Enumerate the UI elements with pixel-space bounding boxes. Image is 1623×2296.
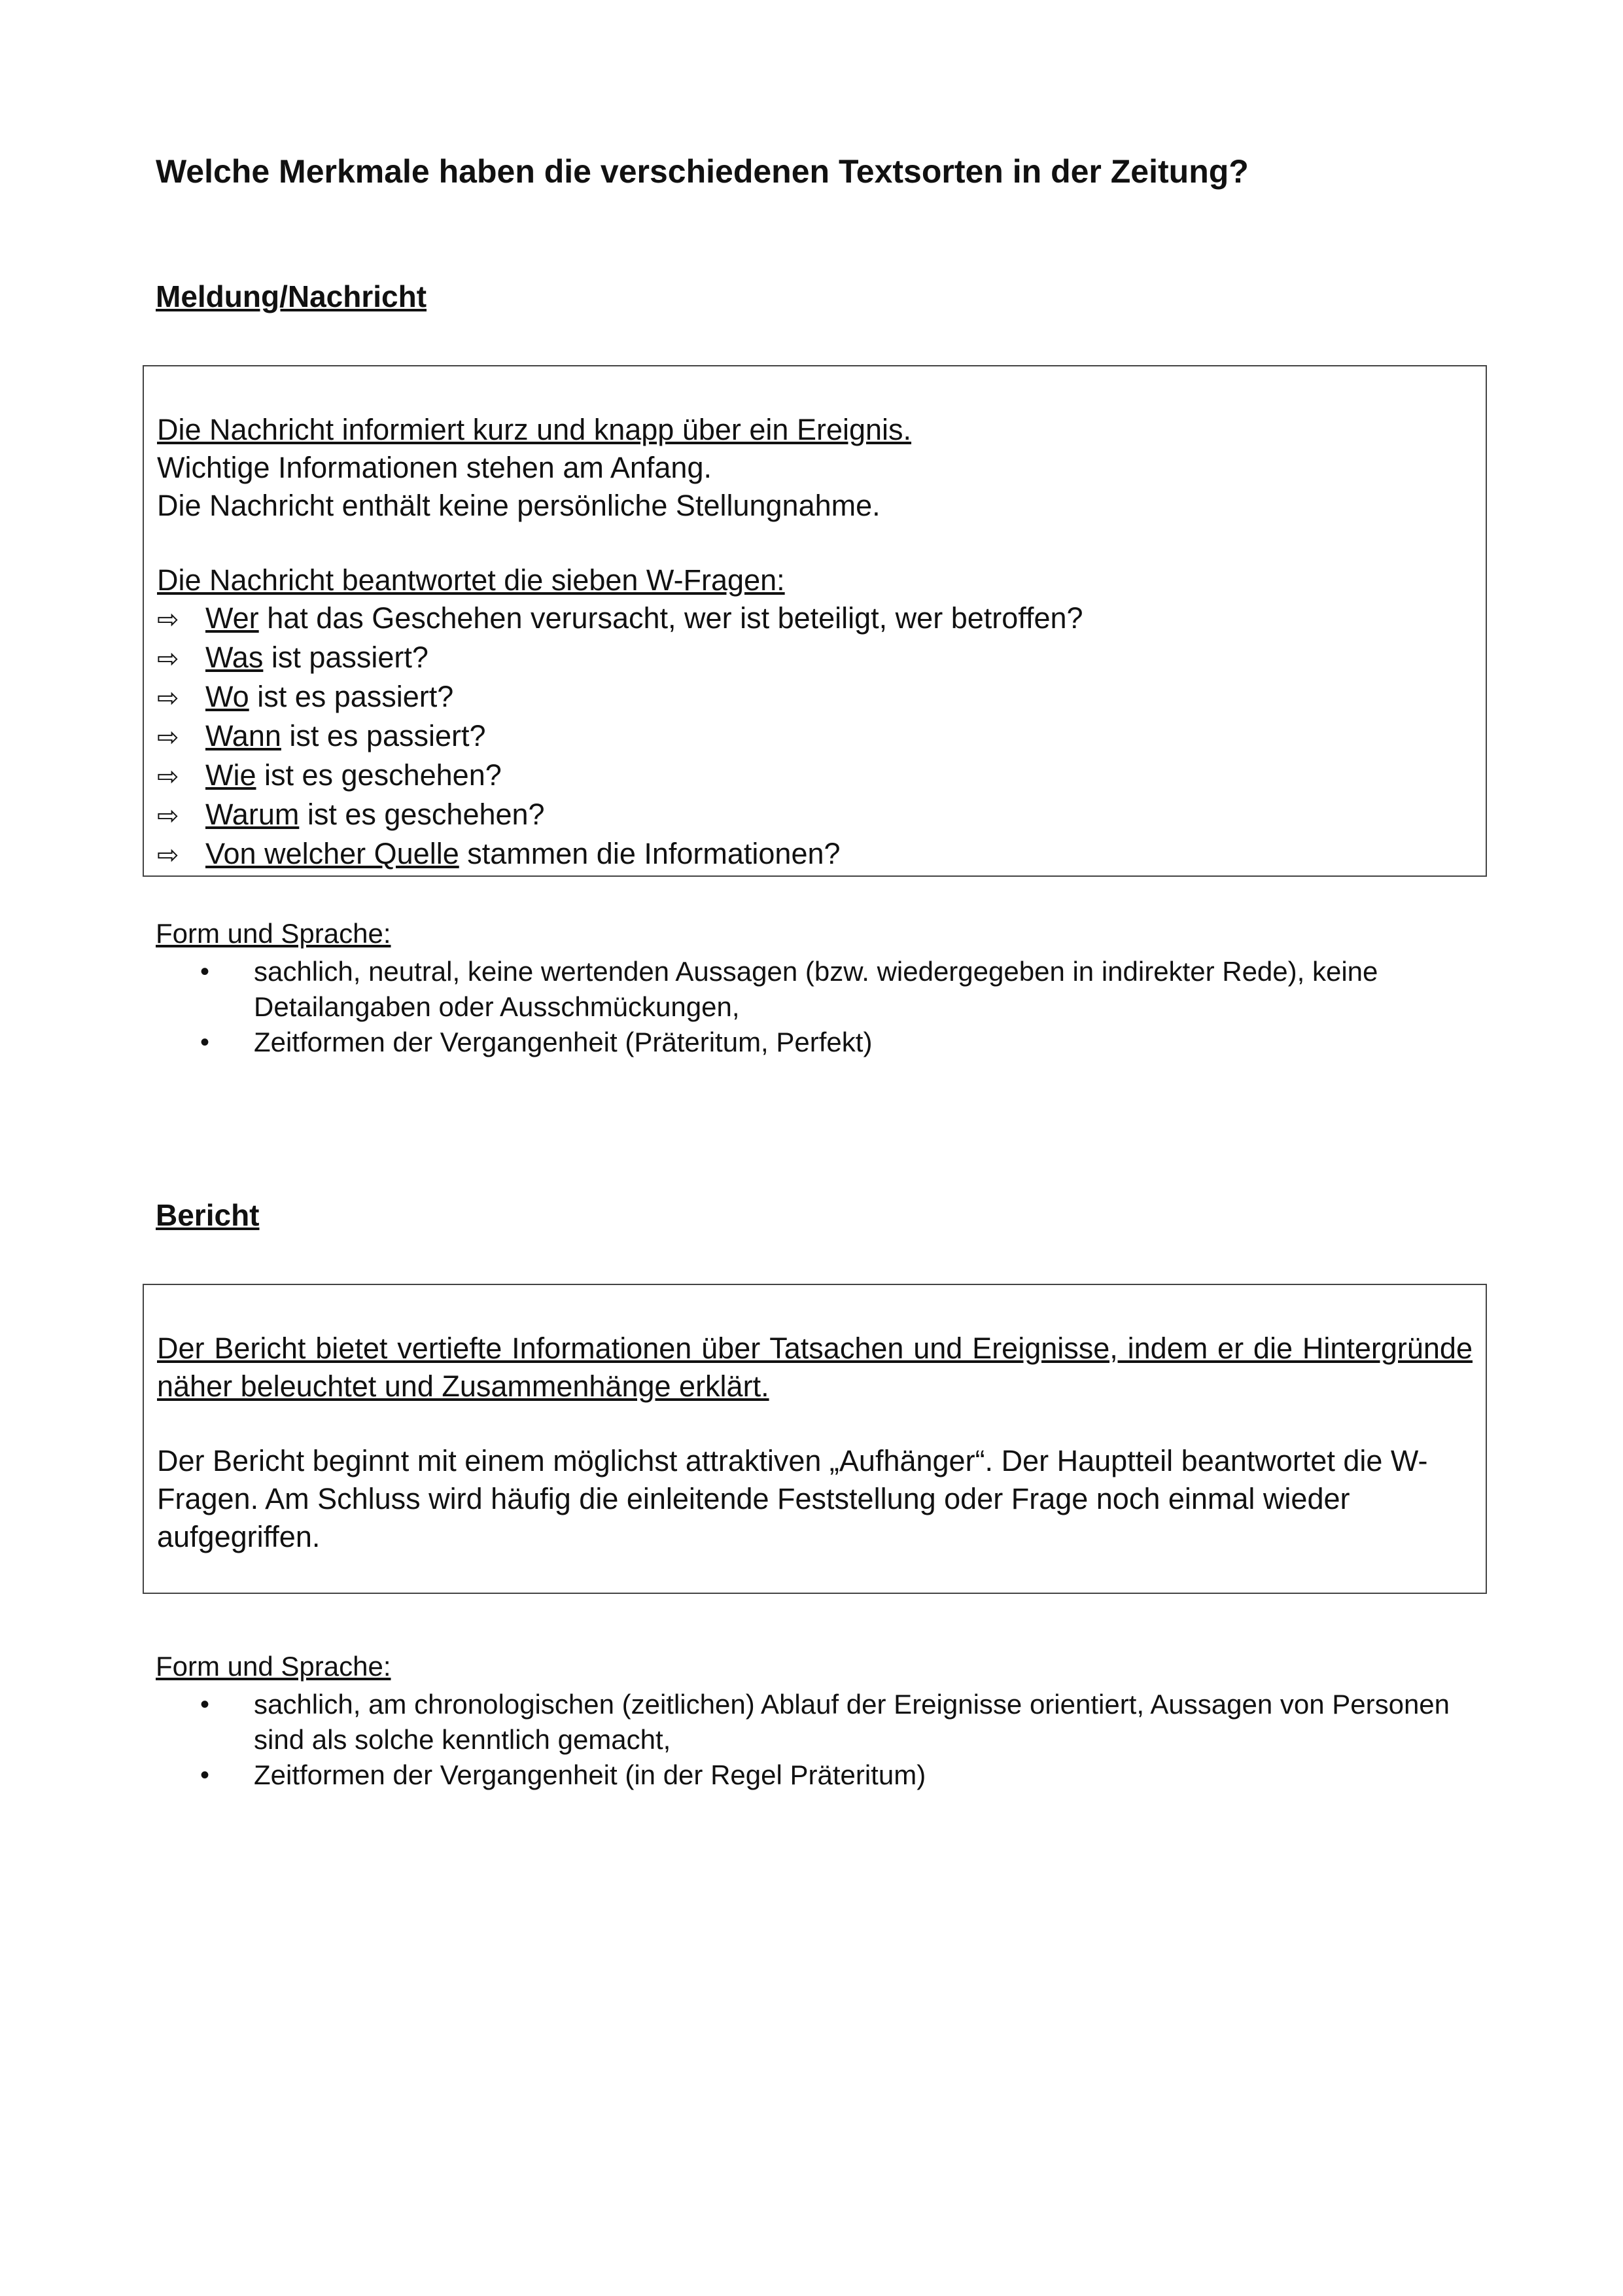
right-arrow-outline-icon: ⇨ [157, 762, 179, 791]
section-heading-meldung: Meldung/Nachricht [156, 279, 427, 313]
wfrage-rest: ist es passiert? [249, 680, 454, 713]
bullet-dot-icon: • [200, 1761, 209, 1790]
bullet-item [156, 954, 1477, 1025]
wfrage-item [157, 639, 1473, 678]
bericht-info-box [143, 1284, 1487, 1594]
wfrage-rest: ist es passiert? [281, 719, 486, 752]
bullet-item [156, 1687, 1477, 1757]
wfrage-rest: ist es geschehen? [299, 798, 545, 831]
wfrage-item [157, 796, 1473, 835]
right-arrow-outline-icon: ⇨ [157, 645, 179, 673]
bullet-dot-icon: • [200, 1028, 209, 1057]
wfrage-item [157, 835, 1473, 874]
wfrage-key: Wie [205, 758, 256, 792]
wfrage-item [157, 599, 1473, 639]
bullet-text: sachlich, neutral, keine wertenden Aussagen (bzw. wiedergegeben in indirekter Rede), keine Detailangaben oder Ausschmückungen, [254, 956, 1378, 1022]
meldung-line-3: Die Nachricht enthält keine persönliche Stellungnahme. [157, 489, 881, 522]
bericht-form-label: Form und Sprache: [156, 1651, 391, 1682]
right-arrow-outline-icon: ⇨ [157, 841, 179, 870]
wfrage-rest: ist passiert? [263, 641, 428, 674]
wfrage-rest: hat das Geschehen verursacht, wer ist beteiligt, wer betroffen? [258, 601, 1083, 635]
right-arrow-outline-icon: ⇨ [157, 802, 179, 830]
bullet-item [156, 1025, 1477, 1060]
bullet-text: Zeitformen der Vergangenheit (Präteritum, Perfekt) [254, 1027, 873, 1057]
wfrage-key: Warum [205, 798, 300, 831]
meldung-lead: Die Nachricht informiert kurz und knapp über ein Ereignis. [157, 413, 912, 446]
bullet-dot-icon: • [200, 957, 209, 986]
right-arrow-outline-icon: ⇨ [157, 605, 179, 634]
meldung-form-label: Form und Sprache: [156, 918, 391, 949]
bericht-paragraph: Der Bericht beginnt mit einem möglichst attraktiven „Aufhänger“. Der Hauptteil beantwortet die W-Fragen. Am Schluss wird häufig die einleitende Feststellung oder Frage noch einmal wieder aufgegriffen. [157, 1444, 1428, 1553]
bullet-text: sachlich, am chronologischen (zeitlichen) Ablauf der Ereignisse orientiert, Aussagen von Personen sind als solche kenntlich gemacht, [254, 1689, 1450, 1755]
wfragen-list [157, 599, 1473, 874]
wfrage-key: Von welcher Quelle [205, 837, 459, 870]
wfrage-item [157, 717, 1473, 756]
wfrage-rest: ist es geschehen? [256, 758, 502, 792]
right-arrow-outline-icon: ⇨ [157, 684, 179, 713]
bullet-dot-icon: • [200, 1690, 209, 1719]
bericht-bullet-list [156, 1687, 1477, 1793]
bericht-lead: Der Bericht bietet vertiefte Informationen über Tatsachen und Ereignisse, indem er die Hintergründe näher beleuchtet und Zusammenhänge erklärt. [157, 1332, 1473, 1403]
wfrage-key: Was [205, 641, 264, 674]
bullet-item [156, 1757, 1477, 1793]
wfrage-key: Wer [205, 601, 259, 635]
meldung-info-box [143, 365, 1487, 877]
wfrage-key: Wo [205, 680, 249, 713]
page-title: Welche Merkmale haben die verschiedenen Textsorten in der Zeitung? [156, 153, 1249, 190]
meldung-line-2: Wichtige Informationen stehen am Anfang. [157, 451, 712, 484]
wfrage-rest: stammen die Informationen? [459, 837, 841, 870]
wfrage-item [157, 756, 1473, 796]
right-arrow-outline-icon: ⇨ [157, 723, 179, 752]
wfrage-key: Wann [205, 719, 281, 752]
section-heading-bericht: Bericht [156, 1198, 260, 1232]
bullet-text: Zeitformen der Vergangenheit (in der Regel Präteritum) [254, 1759, 926, 1790]
wfragen-intro: Die Nachricht beantwortet die sieben W-Fragen: [157, 563, 785, 597]
meldung-bullet-list [156, 954, 1477, 1060]
wfrage-item [157, 678, 1473, 717]
